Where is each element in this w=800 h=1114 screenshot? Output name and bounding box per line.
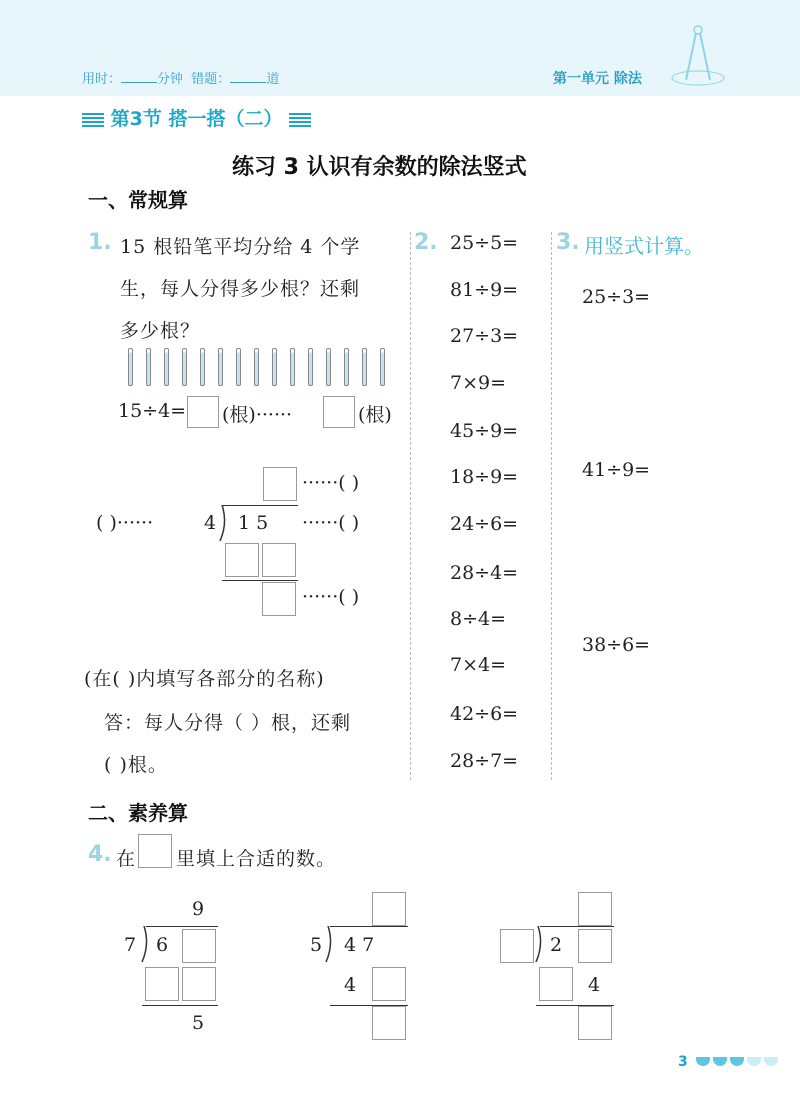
pencils-illustration [128, 348, 408, 388]
q1-answer-line2: ( )根。 [104, 754, 168, 776]
p2-division-bracket [324, 926, 334, 962]
p3-product-tens-box[interactable] [539, 967, 573, 1001]
q1-div-quotient-box[interactable] [263, 467, 297, 501]
q1-remainder-div-box[interactable] [262, 582, 296, 616]
p1-dividend-tens: 6 [156, 934, 169, 956]
errors-unit: 道 [266, 72, 280, 87]
q3-title: 用竖式计算。 [584, 234, 704, 258]
q3-item: 41÷9= [582, 459, 651, 481]
errors-blank [230, 70, 266, 83]
part1-heading: 一、常规算 [88, 188, 188, 212]
p1-quotient: 9 [192, 898, 205, 920]
subtraction-line [222, 580, 298, 581]
column-divider-1 [410, 232, 411, 780]
pencil-icon [272, 348, 277, 386]
q1-divisor: 4 [204, 512, 217, 534]
decor-lines-right [289, 113, 311, 127]
pencil-icon [218, 348, 223, 386]
q2-item: 24÷6= [450, 513, 519, 535]
pencil-icon [146, 348, 151, 386]
division-bracket [218, 505, 228, 541]
p2-product-ones-box[interactable] [372, 967, 406, 1001]
q1-div-label-remainder: ······( ) [302, 586, 360, 608]
p3-product-ones: 4 [588, 974, 601, 996]
compass-icon [668, 20, 728, 90]
p3-bracket-top [540, 926, 614, 927]
q1-equation-unit1: (根)······ [222, 404, 293, 426]
p2-dividend: 4 7 [344, 934, 375, 956]
time-label: 用时： [82, 72, 122, 87]
q2-item: 28÷7= [450, 750, 519, 772]
q2-number: 2. [414, 230, 438, 255]
pencil-icon [182, 348, 187, 386]
p2-divisor: 5 [310, 934, 323, 956]
cup-icon [730, 1057, 744, 1066]
p2-product-tens: 4 [344, 974, 357, 996]
pencil-icon [128, 348, 133, 386]
cup-icon [713, 1057, 727, 1066]
p3-dividend-tens: 2 [550, 934, 563, 956]
p3-quotient-box[interactable] [578, 892, 612, 926]
p1-product-ones-box[interactable] [182, 967, 216, 1001]
q1-equation-start: 15÷4= [118, 400, 187, 422]
page-footer [678, 1054, 778, 1070]
p1-subtraction-line [142, 1005, 218, 1006]
pencil-icon [326, 348, 331, 386]
q1-text-line2: 生，每人分得多少根？还剩 [120, 278, 361, 300]
cup-icon [696, 1057, 710, 1066]
q2-item: 7×4= [450, 654, 507, 676]
page-number: 3 [678, 1054, 688, 1070]
q1-note: (在( )内填写各部分的名称) [84, 668, 325, 690]
q1-text-line1: 15 根铅笔平均分给 4 个学 [120, 236, 361, 258]
pencil-icon [362, 348, 367, 386]
p1-remainder: 5 [192, 1012, 205, 1034]
pencil-icon [290, 348, 295, 386]
q1-remainder-box[interactable] [323, 396, 355, 428]
p1-bracket-top [146, 926, 218, 927]
pencil-icon [236, 348, 241, 386]
pencil-icon [200, 348, 205, 386]
section-label [82, 104, 311, 131]
p1-divisor: 7 [124, 934, 137, 956]
errors-label: 错题： [191, 72, 231, 87]
p3-division-bracket [534, 926, 544, 962]
q1-div-label-divisor: ( )······ [96, 512, 154, 534]
q4-text-after: 里填上合适的数。 [176, 848, 337, 870]
part2-heading: 二、素养算 [88, 801, 188, 825]
q2-item: 7×9= [450, 372, 507, 394]
q1-equation-unit2: (根) [358, 404, 392, 426]
q2-item: 25÷5= [450, 232, 519, 254]
p3-dividend-ones-box[interactable] [578, 929, 612, 963]
q2-item: 18÷9= [450, 466, 519, 488]
q1-number: 1. [88, 230, 112, 255]
p3-divisor-box[interactable] [500, 929, 534, 963]
decor-lines-left [82, 113, 104, 127]
q1-answer-line1: 答：每人分得（ ）根，还剩 [104, 712, 352, 734]
p3-remainder-box[interactable] [578, 1006, 612, 1040]
q1-product-box-tens[interactable] [225, 543, 259, 577]
q4-text-before: 在 [116, 848, 137, 870]
time-spent-field [82, 68, 279, 87]
section-label-text: 第3节 搭一搭（二） [110, 108, 283, 130]
q3-item: 38÷6= [582, 634, 651, 656]
q2-item: 42÷6= [450, 703, 519, 725]
q3-number: 3. [556, 230, 580, 255]
q1-div-label-dividend: ······( ) [302, 512, 360, 534]
q4-number: 4. [88, 842, 112, 867]
q2-item: 45÷9= [450, 420, 519, 442]
p2-quotient-box[interactable] [372, 892, 406, 926]
q2-item: 28÷4= [450, 562, 519, 584]
page-title: 练习 3 认识有余数的除法竖式 [232, 155, 527, 180]
division-bracket-top [222, 505, 298, 506]
q1-product-box-ones[interactable] [262, 543, 296, 577]
p2-bracket-top [330, 926, 408, 927]
cup-icon [747, 1057, 761, 1066]
pencil-icon [254, 348, 259, 386]
q1-dividend: 1 5 [238, 512, 269, 534]
p1-division-bracket [140, 926, 150, 962]
cup-icon [764, 1057, 778, 1066]
q2-item: 81÷9= [450, 279, 519, 301]
q2-item: 27÷3= [450, 325, 519, 347]
p1-product-tens-box[interactable] [145, 967, 179, 1001]
p2-remainder-box[interactable] [372, 1006, 406, 1040]
pencil-icon [308, 348, 313, 386]
time-blank [121, 70, 157, 83]
q1-quotient-box[interactable] [187, 396, 219, 428]
q2-item: 8÷4= [450, 608, 507, 630]
pencil-icon [380, 348, 385, 386]
pencil-icon [344, 348, 349, 386]
q1-text-line3: 多少根？ [120, 320, 201, 342]
p1-dividend-ones-box[interactable] [182, 929, 216, 963]
unit-title: 第一单元 除法 [553, 71, 642, 87]
q3-item: 25÷3= [582, 286, 651, 308]
column-divider-2 [551, 232, 552, 780]
time-unit: 分钟 [157, 72, 184, 87]
q1-div-label-quotient: ······( ) [302, 472, 360, 494]
q4-sample-box [138, 834, 172, 868]
pencil-icon [164, 348, 169, 386]
